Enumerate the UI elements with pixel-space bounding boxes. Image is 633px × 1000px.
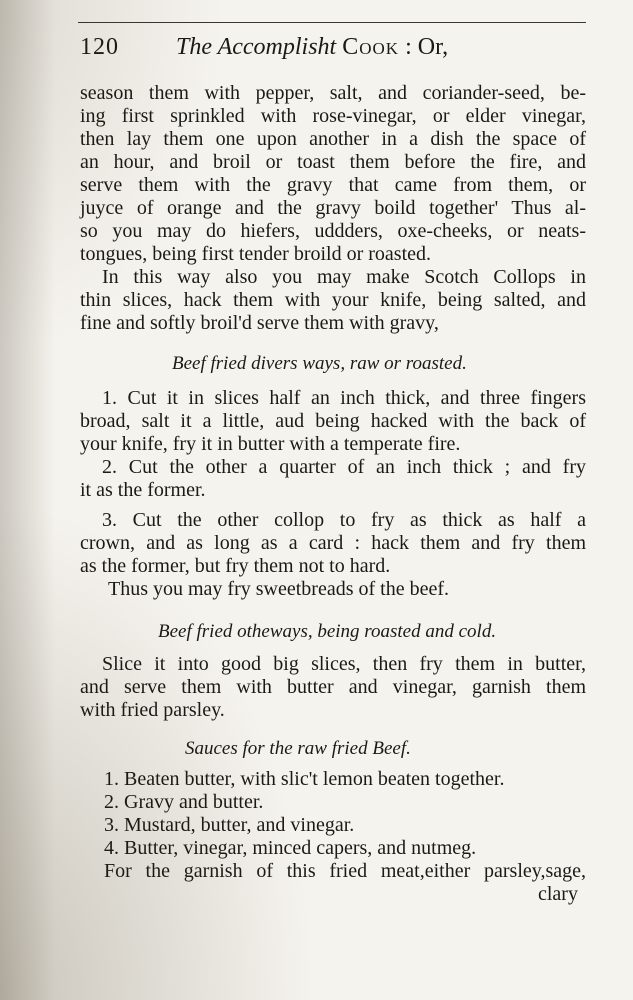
section-heading: Sauces for the raw fried Beef. [185, 738, 411, 759]
text-line: serve them with the gravy that came from them, or [80, 174, 586, 196]
text-line: so you may do hiefers, uddders, oxe-cheeks, or neats- [80, 220, 586, 242]
header-rule [78, 22, 586, 23]
text-line: 1. Cut it in slices half an inch thick, and three fingers [102, 387, 586, 409]
text-line: as the former, but fry them not to hard. [80, 555, 391, 577]
running-title [176, 30, 448, 64]
text-line: broad, salt it a little, aud being hacked with the back of [80, 410, 586, 432]
running-title-italic: The Accomplisht [176, 34, 337, 60]
text-line: 2. Cut the other a quarter of an inch thick ; and fry [102, 456, 586, 478]
text-line: ing first sprinkled with rose-vinegar, or elder vinegar, [80, 105, 586, 127]
text-line: your knife, fry it in butter with a temperate fire. [80, 433, 461, 455]
running-head [80, 30, 584, 64]
text-line: 1. Beaten butter, with slic't lemon beaten together. [104, 768, 505, 790]
text-line: In this way also you may make Scotch Collops in [102, 266, 586, 288]
section-heading: Beef fried otheways, being roasted and cold. [158, 621, 497, 642]
text-line: then lay them one upon another in a dish the space of [80, 128, 586, 150]
text-line: thin slices, hack them with your knife, being salted, and [80, 289, 586, 311]
text-line: an hour, and broil or toast them before the fire, and [80, 151, 586, 173]
running-title-caps: Cook [342, 34, 400, 60]
page-number: 120 [80, 34, 119, 60]
text-line: crown, and as long as a card : hack them and fry them [80, 532, 586, 554]
text-line: juyce of orange and the gravy boild together' Thus al- [80, 197, 586, 219]
text-line: season them with pepper, salt, and coriander-seed, be- [80, 82, 586, 104]
text-line: For the garnish of this fried meat,either parsley,sage, [104, 860, 586, 882]
text-line: it as the former. [80, 479, 206, 501]
text-line: with fried parsley. [80, 699, 225, 721]
running-title-tail: : Or, [405, 34, 449, 60]
section-heading: Beef fried divers ways, raw or roasted. [172, 353, 467, 374]
text-line: Thus you may fry sweetbreads of the beef. [108, 578, 449, 600]
text-line: fine and softly broil'd serve them with gravy, [80, 312, 439, 334]
text-line: 2. Gravy and butter. [104, 791, 264, 813]
text-line: 3. Cut the other collop to fry as thick as half a [102, 509, 586, 531]
text-line: 4. Butter, vinegar, minced capers, and nutmeg. [104, 837, 477, 859]
text-line: Slice it into good big slices, then fry them in butter, [102, 653, 586, 675]
text-line: tongues, being first tender broild or roasted. [80, 243, 432, 265]
text-line: and serve them with butter and vinegar, garnish them [80, 676, 586, 698]
catchword: clary [538, 883, 578, 905]
text-line: 3. Mustard, butter, and vinegar. [104, 814, 355, 836]
